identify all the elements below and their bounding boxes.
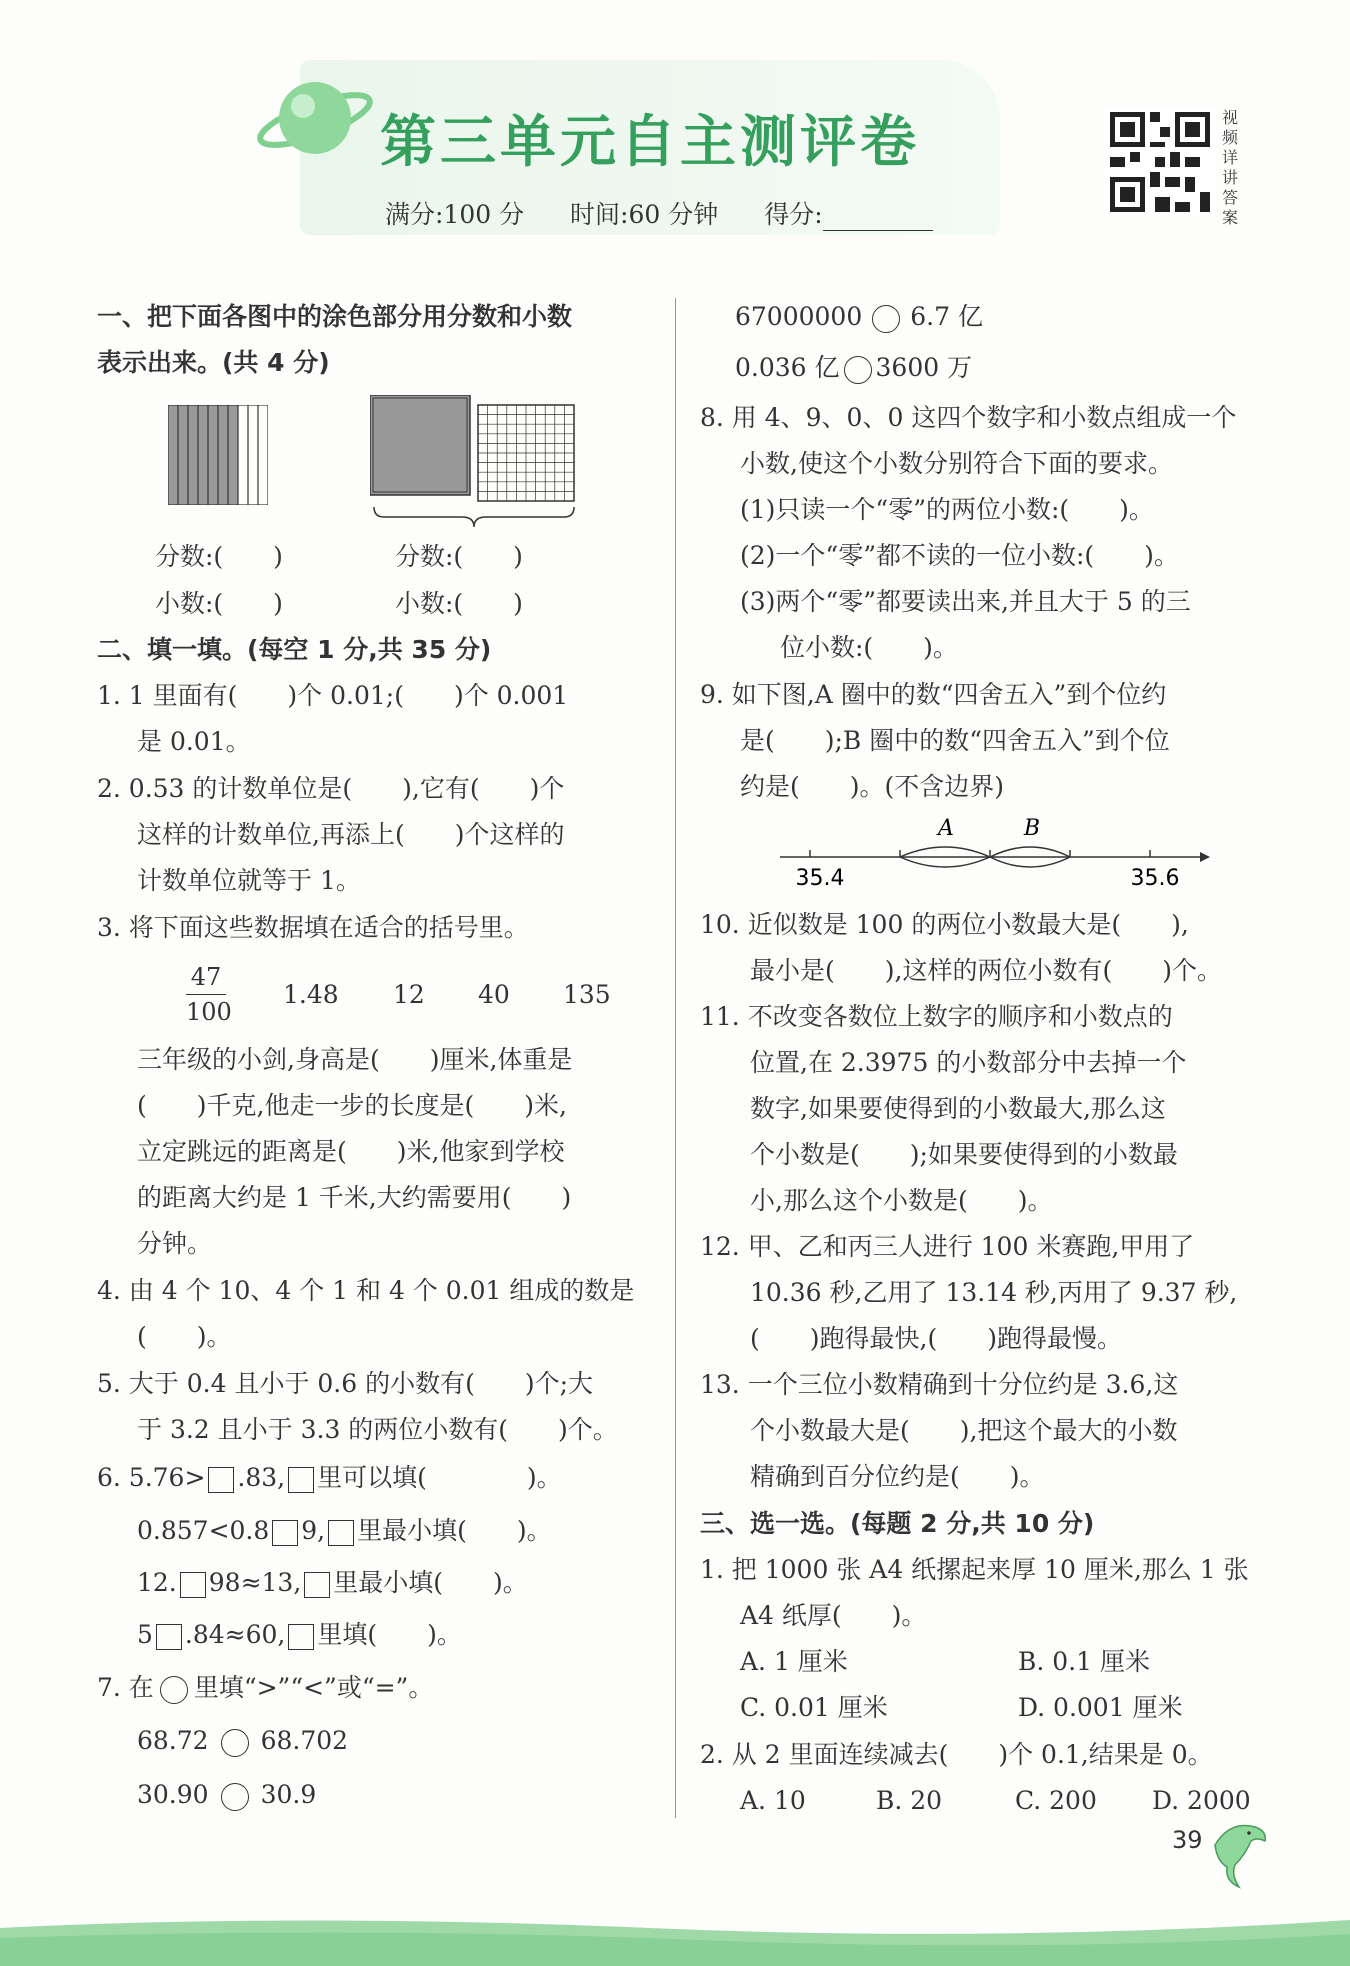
q3-line: ( )千克,他走一步的长度是( )米,: [137, 1091, 567, 1120]
q1-line: 1. 1 里面有( )个 0.01;( )个 0.001: [97, 681, 569, 710]
mc2-option-c[interactable]: C. 200: [1015, 1786, 1097, 1815]
q8-line: 小数,使这个小数分别符合下面的要求。: [740, 449, 1173, 478]
q3-line: 的距离大约是 1 千米,大约需要用( ): [137, 1183, 572, 1212]
mc2-option-b[interactable]: B. 20: [876, 1786, 943, 1815]
q6-line4: 5 .84≈60, 里填( )。: [137, 1620, 462, 1649]
q1-line: 是 0.01。: [137, 727, 251, 756]
answer-box[interactable]: [208, 1467, 234, 1493]
fraction-numerator: 47: [190, 963, 222, 991]
time-limit: 时间:60 分钟: [570, 200, 719, 229]
q3-line: 三年级的小剑,身高是( )厘米,体重是: [137, 1045, 573, 1074]
q3-line: 立定跳远的距离是( )米,他家到学校: [137, 1137, 565, 1166]
compare-circle[interactable]: [872, 305, 900, 333]
score-blank[interactable]: [823, 210, 933, 231]
dolphin-icon: [1205, 1815, 1275, 1895]
compare-circle[interactable]: [844, 356, 872, 384]
q13-line: 精确到百分位约是( )。: [750, 1462, 1045, 1491]
page-title: 第三单元自主测评卷: [380, 110, 920, 175]
section1-heading: 一、把下面各图中的涂色部分用分数和小数: [97, 302, 573, 331]
answer-box[interactable]: [180, 1572, 206, 1598]
q11-line: 小,那么这个小数是( )。: [750, 1186, 1053, 1215]
answer-box[interactable]: [272, 1520, 298, 1546]
mc1-option-d[interactable]: D. 0.001 厘米: [1018, 1693, 1183, 1722]
q3-value: 12: [393, 980, 425, 1009]
q5-line: 于 3.2 且小于 3.3 的两位小数有( )个。: [137, 1415, 618, 1444]
fig2-fraction[interactable]: 分数:( ): [395, 542, 523, 571]
q8-line: (2)一个“零”都不读的一位小数:( )。: [740, 541, 1179, 570]
q3-prompt: 3. 将下面这些数据填在适合的括号里。: [97, 913, 529, 942]
fig2-decimal[interactable]: 小数:( ): [395, 589, 523, 618]
q8-line: 8. 用 4、9、0、0 这四个数字和小数点组成一个: [700, 403, 1237, 432]
q7-compare: 68.72 68.702: [137, 1726, 349, 1755]
number-line: [770, 815, 1210, 895]
answer-box[interactable]: [328, 1520, 354, 1546]
page-number: 39: [1172, 1826, 1203, 1854]
label-b: B: [1023, 816, 1041, 841]
q2-line: 计数单位就等于 1。: [137, 866, 361, 895]
q12-line: 12. 甲、乙和丙三人进行 100 米赛跑,甲用了: [700, 1232, 1195, 1261]
fig1-fraction[interactable]: 分数:( ): [155, 542, 283, 571]
answer-box[interactable]: [304, 1572, 330, 1598]
full-score: 满分:100 分: [385, 200, 525, 229]
q13-line: 13. 一个三位小数精确到十分位约是 3.6,这: [700, 1370, 1179, 1399]
mc2-option-d[interactable]: D. 2000: [1152, 1786, 1251, 1815]
figure-grids: [370, 395, 580, 535]
q8-line: (3)两个“零”都要读出来,并且大于 5 的三: [740, 587, 1191, 616]
q9-line: 是( );B 圈中的数“四舍五入”到个位: [740, 726, 1170, 755]
q3-value: 1.48: [283, 980, 339, 1009]
circle-icon: [160, 1676, 188, 1704]
mc1-line: 1. 把 1000 张 A4 纸摞起来厚 10 厘米,那么 1 张: [700, 1555, 1249, 1584]
column-divider: [675, 298, 676, 1818]
qr-label: 视频详讲答案: [1222, 108, 1239, 227]
label-left: 35.4: [795, 866, 845, 891]
label-right: 35.6: [1130, 866, 1180, 891]
q11-line: 个小数是( );如果要使得到的小数最: [750, 1140, 1178, 1169]
q7-prompt: 7. 在 里填“>”“<”或“=”。: [97, 1673, 434, 1702]
answer-box[interactable]: [288, 1467, 314, 1493]
fig1-decimal[interactable]: 小数:( ): [155, 589, 283, 618]
q6-line1: 6. 5.76> .83, 里可以填( )。: [97, 1463, 562, 1492]
footer-wave: [0, 1898, 1350, 1966]
q4-line: 4. 由 4 个 10、4 个 1 和 4 个 0.01 组成的数是: [97, 1276, 635, 1305]
q3-fraction: [186, 963, 232, 1026]
answer-box[interactable]: [288, 1624, 314, 1650]
compare-circle[interactable]: [221, 1783, 249, 1811]
section3-heading: 三、选一选。(每题 2 分,共 10 分): [700, 1509, 1095, 1538]
q2-line: 2. 0.53 的计数单位是( ),它有( )个: [97, 774, 565, 803]
q5-line: 5. 大于 0.4 且小于 0.6 的小数有( )个;大: [97, 1369, 594, 1398]
compare-circle[interactable]: [221, 1729, 249, 1757]
q3-value: 135: [563, 980, 611, 1009]
q7-compare: 0.036 亿 3600 万: [735, 353, 973, 382]
mc2-option-a[interactable]: A. 10: [740, 1786, 806, 1815]
q7-compare: 30.90 30.9: [137, 1780, 317, 1809]
section2-heading: 二、填一填。(每空 1 分,共 35 分): [97, 635, 492, 664]
mc1-option-b[interactable]: B. 0.1 厘米: [1018, 1647, 1150, 1676]
label-a: A: [938, 816, 954, 841]
q9-line: 约是( )。(不含边界): [740, 772, 1005, 801]
score-info: [385, 195, 971, 231]
q11-line: 位置,在 2.3975 的小数部分中去掉一个: [750, 1048, 1187, 1077]
q10-line: 10. 近似数是 100 的两位小数最大是( ),: [700, 910, 1189, 939]
section1-heading-cont: 表示出来。(共 4 分): [97, 348, 330, 377]
q3-value: 40: [478, 980, 510, 1009]
mc1-line: A4 纸厚( )。: [740, 1601, 927, 1630]
q6-line2: 0.857<0.8 9, 里最小填( )。: [137, 1516, 552, 1545]
fraction-denominator: 100: [186, 998, 232, 1026]
q8-line: (1)只读一个“零”的两位小数:( )。: [740, 495, 1154, 524]
q8-line: 位小数:( )。: [780, 633, 958, 662]
q9-line: 9. 如下图,A 圈中的数“四舍五入”到个位约: [700, 680, 1167, 709]
q7-compare: 67000000 6.7 亿: [735, 302, 983, 331]
q11-line: 11. 不改变各数位上数字的顺序和小数点的: [700, 1002, 1173, 1031]
q13-line: 个小数最大是( ),把这个最大的小数: [750, 1416, 1178, 1445]
q3-line: 分钟。: [137, 1229, 213, 1258]
score-label: 得分:: [764, 200, 823, 229]
qr-code-icon[interactable]: [1105, 107, 1215, 217]
q4-line: ( )。: [137, 1322, 232, 1351]
mc2-line: 2. 从 2 里面连续减去( )个 0.1,结果是 0。: [700, 1740, 1213, 1769]
answer-box[interactable]: [156, 1624, 182, 1650]
q12-line: ( )跑得最快,( )跑得最慢。: [750, 1324, 1122, 1353]
q10-line: 最小是( ),这样的两位小数有( )个。: [750, 956, 1222, 985]
mc1-option-a[interactable]: A. 1 厘米: [740, 1647, 848, 1676]
q11-line: 数字,如果要使得到的小数最大,那么这: [750, 1094, 1166, 1123]
q6-line3: 12. 98≈13, 里最小填( )。: [137, 1568, 528, 1597]
mc1-option-c[interactable]: C. 0.01 厘米: [740, 1693, 888, 1722]
q12-line: 10.36 秒,乙用了 13.14 秒,丙用了 9.37 秒,: [750, 1278, 1238, 1307]
figure-strips: [168, 405, 268, 505]
q2-line: 这样的计数单位,再添上( )个这样的: [137, 820, 565, 849]
